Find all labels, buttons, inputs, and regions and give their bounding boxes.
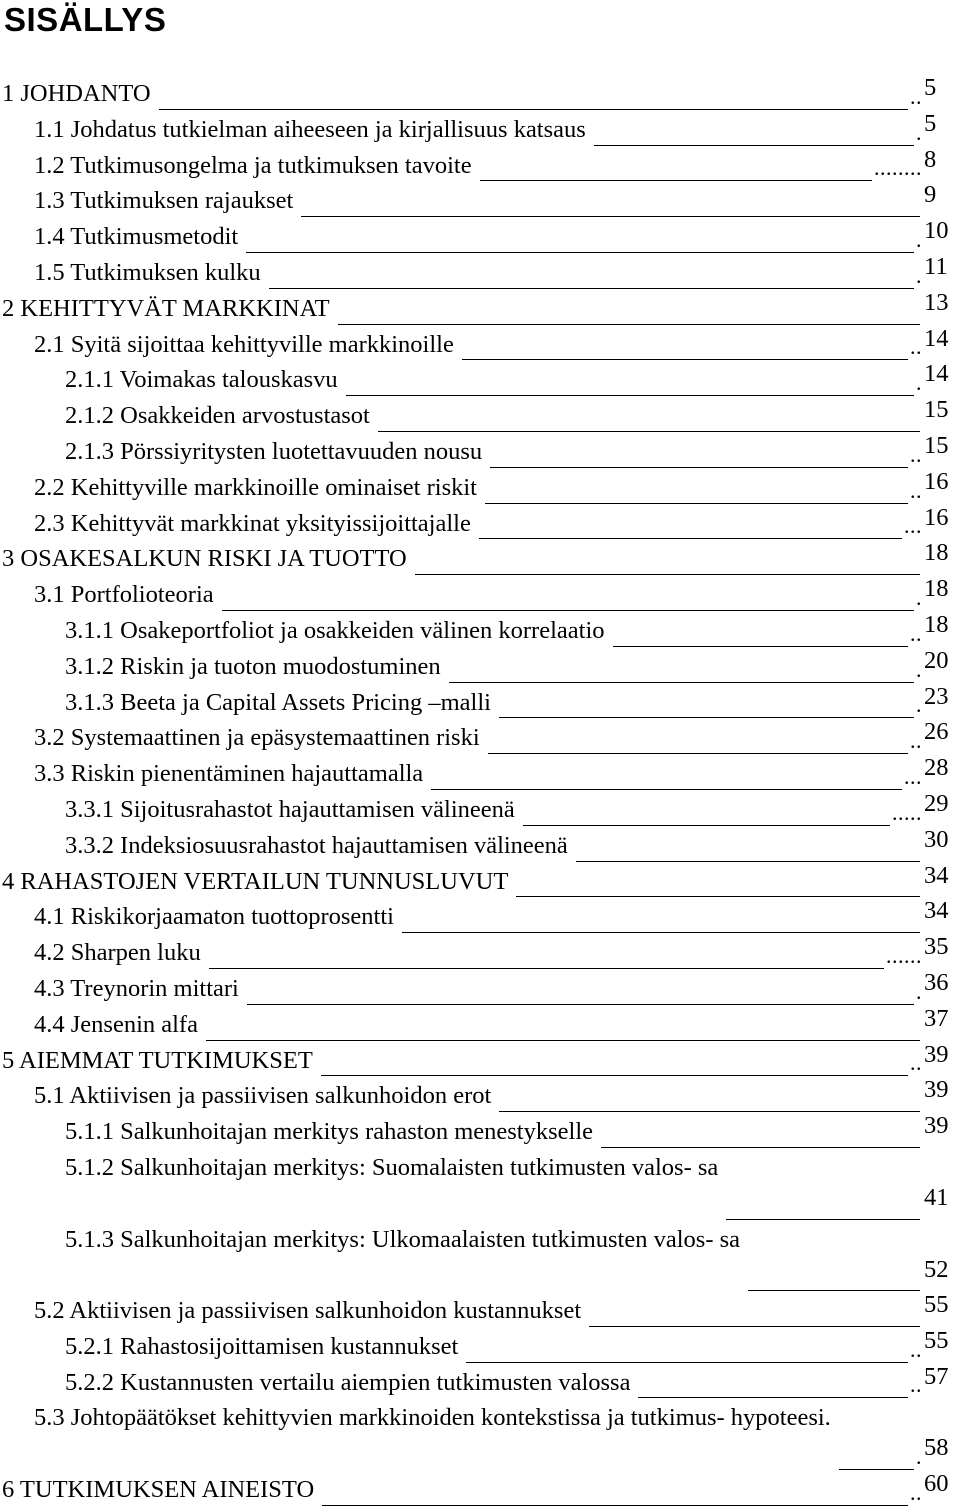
toc-entry[interactable]: [0, 362, 960, 398]
toc-leader-line: [321, 1074, 908, 1076]
toc-leader-line: [726, 1218, 920, 1220]
toc-entry[interactable]: [0, 109, 960, 148]
toc-entry[interactable]: [0, 1004, 960, 1043]
toc-entry[interactable]: [0, 720, 960, 756]
toc-page-number: 58: [924, 1434, 949, 1462]
toc-leader-line: [480, 179, 872, 181]
toc-entry-title: 2.1.2 Osakkeiden arvostustasot: [65, 402, 370, 430]
toc-entry[interactable]: [0, 324, 960, 363]
toc-leader-dots: ..: [910, 620, 922, 646]
toc-page-number: 18: [924, 539, 949, 567]
toc-entry[interactable]: [0, 183, 960, 219]
toc-leader-dots: .: [916, 584, 922, 610]
toc-entry-title: 5.2.1 Rahastosijoittamisen kustannukset: [65, 1332, 459, 1360]
toc-page-number: 8: [924, 145, 937, 173]
toc-entry[interactable]: [0, 861, 960, 900]
toc-page-number: 5: [924, 74, 937, 101]
toc-leader-line: [247, 1003, 914, 1005]
toc-leader-line: [485, 502, 908, 504]
toc-entry[interactable]: [0, 756, 960, 792]
toc-entry[interactable]: [0, 288, 960, 327]
toc-leader-dots: .: [916, 262, 922, 288]
toc-leader-line: [523, 824, 890, 826]
toc-page-number: 13: [924, 288, 949, 316]
toc-entry-title: 5.1.3 Salkunhoitajan merkitys: Ulkomaalaisten tutkimusten valos- sa: [65, 1225, 741, 1253]
toc-page-number: 18: [924, 610, 949, 638]
toc-leader-line: [594, 144, 914, 146]
page-title: SISÄLLYS: [4, 1, 167, 38]
toc-leader-dots: .: [916, 1444, 922, 1470]
toc-page-number: 55: [924, 1326, 949, 1354]
toc-leader-line: [499, 716, 914, 718]
toc-page-number: 30: [924, 825, 949, 853]
toc-page-number: 28: [924, 754, 949, 782]
toc-page-number: 39: [924, 1076, 949, 1104]
toc-leader-dots: .: [916, 978, 922, 1004]
toc-page-number: 52: [924, 1255, 949, 1283]
toc-entry[interactable]: [0, 1326, 960, 1365]
toc-leader-line: [613, 645, 908, 647]
toc-page-number: 18: [924, 575, 949, 603]
toc-entry-title: 4 RAHASTOJEN VERTAILUN TUNNUSLUVUT: [2, 867, 509, 895]
toc-page-number: 20: [924, 646, 949, 674]
toc-leader-dots: ..: [910, 83, 922, 109]
toc-page-number: 36: [924, 968, 949, 996]
toc-page-number: 14: [924, 324, 949, 352]
toc-leader-line: [638, 1396, 908, 1398]
toc-entry-title: 5.2.2 Kustannusten vertailu aiempien tutkimusten valossa: [65, 1368, 631, 1396]
toc-entry[interactable]: [0, 1222, 960, 1294]
toc-entry-title: 4.2 Sharpen luku: [34, 939, 201, 967]
toc-entry[interactable]: [0, 899, 960, 935]
toc-entry[interactable]: [0, 145, 960, 184]
toc-entry-title: 5 AIEMMAT TUTKIMUKSET: [2, 1046, 313, 1074]
toc-page-number: 39: [924, 1112, 949, 1140]
toc-page-number: 34: [924, 897, 949, 925]
toc-leader-dots: ..: [910, 334, 922, 360]
toc-entry[interactable]: [0, 503, 960, 542]
toc-entry[interactable]: [0, 577, 960, 613]
toc-entry-title: 1.4 Tutkimusmetodit: [34, 223, 239, 251]
toc-leader-line: [601, 1146, 920, 1148]
toc-entry[interactable]: [0, 1472, 960, 1508]
toc-entry[interactable]: [0, 1040, 960, 1079]
toc-page-number: 23: [924, 682, 949, 710]
toc-entry[interactable]: [0, 1078, 960, 1114]
toc-page-number: 35: [924, 933, 949, 961]
toc-entry-title: 3 OSAKESALKUN RISKI JA TUOTTO: [2, 545, 407, 573]
toc-entry-title: 5.1.2 Salkunhoitajan merkitys: Suomalaisten tutkimusten valos- sa: [65, 1153, 719, 1181]
toc-page-number: 29: [924, 789, 949, 817]
toc-leader-line: [431, 788, 902, 790]
toc-entry[interactable]: [0, 968, 960, 1007]
toc-entry-title: 2.3 Kehittyvät markkinat yksityissijoittajalle: [34, 509, 471, 537]
toc-leader-line: [479, 537, 902, 539]
toc-entry[interactable]: [0, 76, 960, 112]
toc-entry-title: 2.1.1 Voimakas talouskasvu: [65, 366, 338, 394]
toc-entry[interactable]: [0, 682, 960, 721]
toc-page-number: 10: [924, 217, 949, 245]
toc-leader-line: [246, 251, 914, 253]
toc-page-number: 9: [924, 181, 937, 209]
toc-leader-line: [415, 573, 920, 575]
toc-leader-line: [748, 1289, 920, 1291]
toc-page-number: 15: [924, 431, 949, 459]
toc-page-number: 39: [924, 1040, 949, 1068]
toc-page-number: 37: [924, 1004, 949, 1032]
toc-entry-title: 3.2 Systemaattinen ja epäsystemaattinen riski: [34, 724, 480, 752]
toc-leader-dots: .: [916, 119, 922, 145]
toc-leader-line: [516, 895, 920, 897]
toc-entry-title: 4.4 Jensenin alfa: [34, 1010, 198, 1038]
toc-page-number: 34: [924, 861, 949, 889]
toc-entry[interactable]: [0, 935, 960, 971]
toc-leader-line: [466, 1361, 908, 1363]
toc-entry[interactable]: [0, 1150, 960, 1222]
toc-page-number: 41: [924, 1183, 949, 1211]
toc-leader-dots: .....: [892, 799, 922, 825]
toc-entry-title: 1.5 Tutkimuksen kulku: [34, 258, 261, 286]
toc-entry[interactable]: [0, 610, 960, 649]
toc-leader-dots: ..: [910, 1336, 922, 1362]
toc-entry-title: 3.1.3 Beeta ja Capital Assets Pricing –malli: [65, 688, 491, 716]
toc-leader-line: [449, 681, 914, 683]
toc-leader-line: [839, 1468, 914, 1470]
toc-page-number: 14: [924, 360, 949, 388]
toc-leader-line: [576, 860, 920, 862]
toc-leader-line: [269, 287, 914, 289]
toc-entry-title: 2 KEHITTYVÄT MARKKINAT: [2, 294, 330, 322]
toc-entry-title: 5.1.1 Salkunhoitajan merkitys rahaston menestykselle: [65, 1118, 594, 1146]
toc-leader-dots: ...: [904, 513, 922, 539]
toc-entry[interactable]: [0, 789, 960, 828]
toc-leader-line: [322, 1504, 908, 1506]
toc-entry[interactable]: [0, 646, 960, 685]
toc-leader-line: [402, 931, 920, 933]
toc-leader-dots: .: [916, 692, 922, 718]
toc-entry-title: 2.1 Syitä sijoittaa kehittyville markkinoille: [34, 330, 454, 358]
toc-leader-dots: ..: [910, 477, 922, 503]
toc-leader-line: [462, 358, 908, 360]
toc-leader-line: [301, 215, 920, 217]
toc-leader-line: [209, 967, 884, 969]
toc-entry-title: 4.1 Riskikorjaamaton tuottoprosentti: [34, 903, 394, 931]
toc-leader-line: [378, 430, 920, 432]
toc-entry-title: 2.1.3 Pörssiyritysten luotettavuuden nousu: [65, 437, 483, 465]
toc-leader-dots: .: [916, 370, 922, 396]
toc-leader-dots: ...: [904, 763, 922, 789]
toc-page-number: 60: [924, 1470, 949, 1498]
toc-entry-title: 1.2 Tutkimusongelma ja tutkimuksen tavoite: [34, 151, 472, 179]
toc-entry[interactable]: [0, 1293, 960, 1329]
toc-page-number: 15: [924, 396, 949, 424]
toc-page-number: 11: [924, 252, 948, 280]
toc-entry-title: 5.3 Johtopäätökset kehittyvien markkinoiden kontekstissa ja tutkimus- hypoteesi.: [34, 1404, 831, 1432]
toc-leader-dots: ..: [910, 1479, 922, 1505]
toc-page-number: 55: [924, 1291, 949, 1319]
toc-page-number: 5: [924, 109, 937, 137]
toc-leader-line: [206, 1039, 920, 1041]
toc-leader-dots: ..: [910, 1050, 922, 1076]
toc-leader-line: [490, 466, 908, 468]
toc-page-number: 57: [924, 1362, 949, 1390]
toc-entry-title: 5.1 Aktiivisen ja passiivisen salkunhoidon erot: [34, 1082, 492, 1110]
toc-leader-dots: ........: [874, 155, 922, 181]
toc-entry-title: 3.3.1 Sijoitusrahastot hajauttamisen välineenä: [65, 795, 515, 823]
toc-entry[interactable]: [0, 431, 960, 470]
toc-entry[interactable]: [0, 825, 960, 864]
toc-leader-dots: .: [916, 226, 922, 252]
toc-entry-title: 3.1 Portfolioteoria: [34, 581, 214, 609]
toc-entry-title: 1 JOHDANTO: [2, 80, 151, 107]
toc-leader-dots: ......: [886, 942, 922, 968]
toc-entry-title: 5.2 Aktiivisen ja passiivisen salkunhoidon kustannukset: [34, 1297, 582, 1325]
toc-leader-dots: .: [916, 656, 922, 682]
toc-leader-dots: ..: [910, 441, 922, 467]
toc-entry-title: 3.3 Riskin pienentäminen hajauttamalla: [34, 760, 424, 788]
toc-entry-title: 2.2 Kehittyville markkinoille ominaiset riskit: [34, 473, 477, 501]
toc-entry[interactable]: [0, 398, 960, 434]
toc-leader-line: [589, 1325, 920, 1327]
toc-entry[interactable]: [0, 467, 960, 506]
toc-entry[interactable]: [0, 541, 960, 577]
toc-entry-title: 1.1 Johdatus tutkielman aiheeseen ja kirjallisuus katsaus: [34, 115, 586, 143]
toc-leader-dots: ..: [910, 1372, 922, 1398]
toc-entry-title: 4.3 Treynorin mittari: [34, 974, 239, 1002]
toc-entry-title: 1.3 Tutkimuksen rajaukset: [34, 187, 294, 215]
toc-leader-line: [499, 1110, 920, 1112]
toc-entry[interactable]: [0, 252, 960, 291]
toc-entry[interactable]: [0, 1400, 960, 1472]
toc-leader-dots: ..: [910, 728, 922, 754]
toc-leader-line: [346, 394, 914, 396]
toc-entry-title: 6 TUTKIMUKSEN AINEISTO: [2, 1476, 315, 1504]
toc-page-number: 16: [924, 467, 949, 495]
toc-page-number: 26: [924, 718, 949, 746]
toc-leader-line: [222, 609, 914, 611]
toc-page-number: 16: [924, 503, 949, 531]
toc-entry-title: 3.1.1 Osakeportfoliot ja osakkeiden välinen korrelaatio: [65, 616, 605, 644]
toc-entry[interactable]: [0, 1362, 960, 1401]
toc-leader-line: [159, 108, 908, 110]
toc-entry[interactable]: [0, 1114, 960, 1150]
toc-entry-title: 3.1.2 Riskin ja tuoton muodostuminen: [65, 652, 441, 680]
toc-entry[interactable]: [0, 219, 960, 255]
toc-leader-line: [338, 323, 920, 325]
toc-entry-title: 3.3.2 Indeksiosuusrahastot hajauttamisen välineenä: [65, 831, 568, 859]
toc-leader-line: [488, 752, 908, 754]
table-of-contents: [0, 76, 960, 1508]
